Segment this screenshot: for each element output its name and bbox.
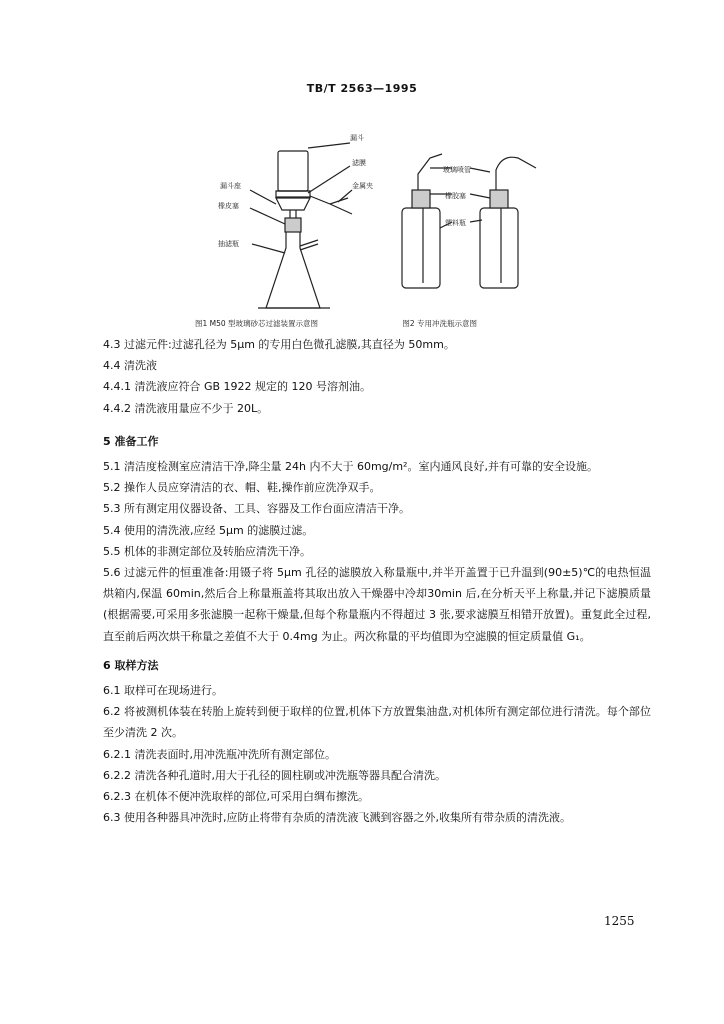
para-5-1: 5.1 清洁度检测室应清洁干净,降尘量 24h 内不大于 60mg/m²。室内通风良好,并有可靠的安全设施。	[103, 460, 598, 474]
para-6-2-3: 6.2.3 在机体不便冲洗取样的部位,可采用白绸布擦洗。	[103, 790, 369, 804]
para-6-3: 6.3 使用各种器具冲洗时,应防止将带有杂质的清洗液飞溅到容器之外,收集所有带杂质的清洗液。	[103, 811, 571, 825]
label-glass-nozzle: 玻璃喷管	[443, 166, 471, 174]
label-rubber-plug: 橡皮塞	[218, 202, 239, 210]
para-4-4: 4.4 清洗液	[103, 359, 157, 373]
para-5-4: 5.4 使用的清洗液,应经 5μm 的滤膜过滤。	[103, 523, 314, 537]
para-5-2: 5.2 操作人员应穿清洁的衣、帽、鞋,操作前应洗净双手。	[103, 481, 381, 495]
section-6-heading: 6 取样方法	[103, 658, 159, 672]
label-funnel-seat: 漏斗座	[220, 182, 241, 190]
para-4-4-2: 4.4.2 清洗液用量应不少于 20L。	[103, 401, 269, 415]
para-4-4-1: 4.4.1 清洗液应符合 GB 1922 规定的 120 号溶剂油。	[103, 380, 372, 394]
section-5-heading: 5 准备工作	[103, 434, 159, 448]
para-5-6: 5.6 过滤元件的恒重准备:用镊子将 5μm 孔径的滤膜放入称量瓶中,并半开盖置于已升温到(90±5)℃的电热恒温烘箱内,保温 60min,然后合上称量瓶盖将其取出放入干燥器中冷却30min 后,在分析天平上称量,并记下滤膜质量(根据需要,可采用多张滤膜一起称干燥量,但每个称量瓶内不得超过 3 张,要求滤膜互相错开放置)。重复此全过程,直至前后两次烘干称量之差值不大于 0.4mg 为止。两次称量的平均值即为空滤膜的恒定质量值 G₁。	[103, 566, 651, 643]
figure-captions	[195, 318, 575, 329]
wash-bottle-illustration	[402, 154, 536, 288]
figure-area	[190, 118, 570, 318]
label-membrane: 滤膜	[352, 159, 366, 167]
figures-illustration	[190, 118, 570, 318]
label-funnel: 漏斗	[350, 134, 364, 142]
figure1-caption: 图1 M50 型玻璃砂芯过滤装置示意图	[195, 319, 319, 328]
page-header: TB/T 2563—1995	[306, 82, 418, 95]
label-plastic-bottle: 塑料瓶	[445, 219, 466, 227]
page-number: 1255	[604, 914, 635, 928]
para-6-2-2: 6.2.2 清洗各种孔道时,用大于孔径的圆柱刷或冲洗瓶等器具配合清洗。	[103, 768, 446, 782]
para-4-3: 4.3 过滤元件:过滤孔径为 5μm 的专用白色微孔滤膜,其直径为 50mm。	[103, 338, 455, 351]
para-6-2-1: 6.2.1 清洗表面时,用冲洗瓶冲洗所有测定部位。	[103, 747, 336, 761]
label-clamp: 金属夹	[352, 182, 373, 190]
figure2-caption: 图2 专用冲洗瓶示意图	[402, 319, 478, 328]
para-5-5: 5.5 机体的非测定部位及转胎应清洗干净。	[103, 544, 311, 558]
document-body	[103, 334, 651, 828]
label-rubber-stopper: 橡胶塞	[445, 192, 466, 200]
para-5-3: 5.3 所有测定用仪器设备、工具、容器及工作台面应清洁干净。	[103, 502, 410, 516]
label-suction-flask: 抽滤瓶	[218, 240, 239, 248]
para-6-1: 6.1 取样可在现场进行。	[103, 684, 223, 698]
para-6-2: 6.2 将被测机体装在转胎上旋转到便于取样的位置,机体下方放置集油盘,对机体所有测定部位进行清洗。每个部位至少清洗 2 次。	[103, 705, 651, 740]
filter-apparatus-illustration	[250, 143, 352, 308]
